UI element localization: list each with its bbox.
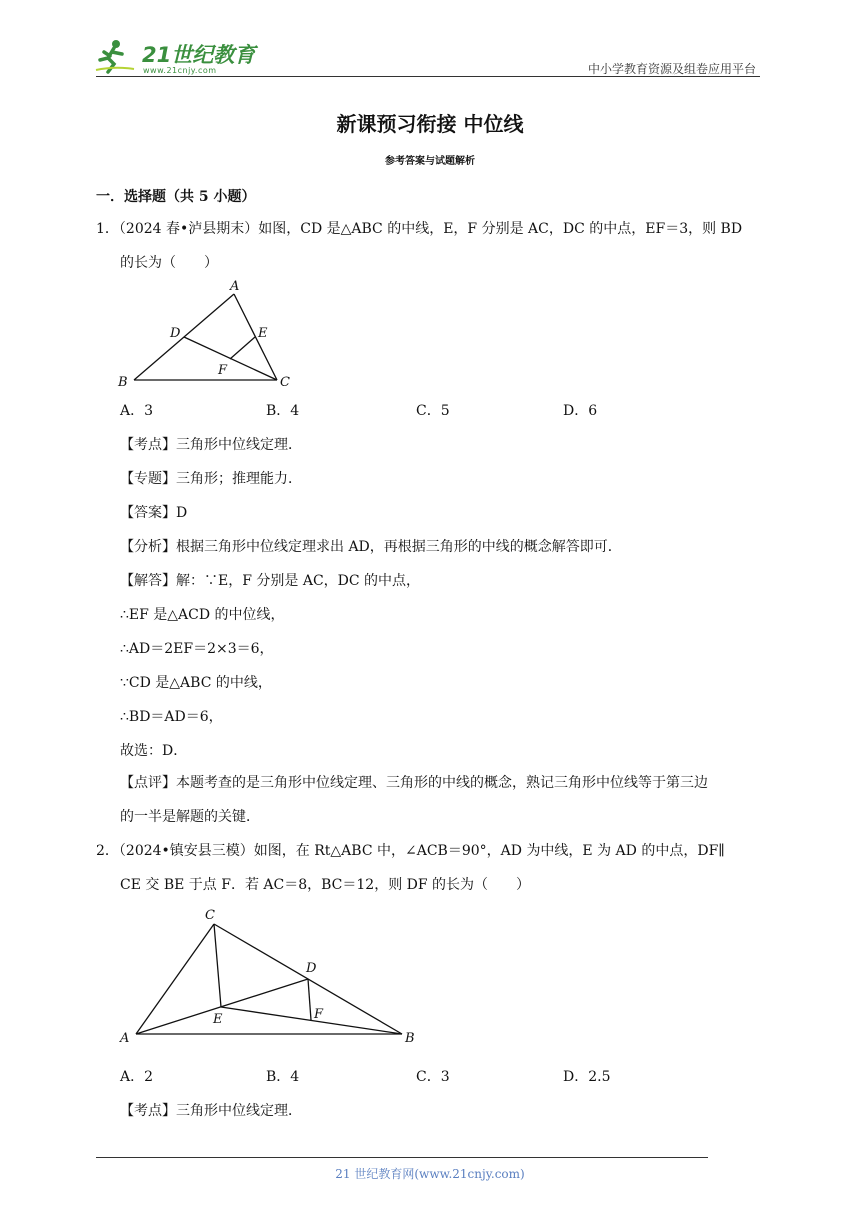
page-subtitle: 参考答案与试题解析: [385, 156, 475, 167]
q2-figure: [116, 902, 426, 1052]
q1-label-c: C: [280, 375, 290, 390]
logo-text: 21世纪教育: [142, 43, 256, 67]
logo-url: www.21cnjy.com: [143, 66, 217, 75]
q1-segment-ef: [230, 337, 255, 359]
q2-label-c: C: [205, 908, 215, 923]
q1-solution-line: ∵CD 是△ABC 的中线，: [120, 675, 272, 691]
q2-option-b: B．4: [266, 1069, 300, 1085]
q1-solution-line: ∴EF 是△ACD 的中位线，: [120, 607, 285, 623]
header-divider: [96, 76, 760, 77]
q1-label-b: B: [118, 375, 128, 390]
q1-segment-ac: [234, 294, 277, 380]
q1-stem-line2: 的长为（ ）: [120, 255, 218, 271]
q1-option-a: A．3: [120, 403, 154, 419]
header-platform-text: 中小学教育资源及组卷应用平台: [587, 62, 756, 76]
q1-figure: [112, 276, 302, 392]
q2-option-c: C．3: [416, 1069, 450, 1085]
q1-label-d: D: [170, 326, 181, 341]
q1-solution-line: ∴AD＝2EF＝2×3＝6，: [120, 641, 274, 657]
q2-segment-be: [221, 1007, 402, 1034]
q1-answer: 【答案】D: [120, 505, 188, 521]
q2-segment-ac: [136, 924, 214, 1034]
q1-option-d: D．6: [563, 403, 598, 419]
q1-zhuanti: 【专题】三角形；推理能力．: [120, 471, 302, 487]
q1-label-f: F: [218, 363, 228, 378]
q2-stem-line1: 2．（2024•镇安县三模）如图，在 Rt△ABC 中，∠ACB＝90°，AD 为中线，E 为 AD 的中点，DF∥: [96, 843, 725, 859]
q2-label-a: A: [120, 1031, 130, 1046]
page-title: 新课预习衔接 中位线: [336, 112, 524, 136]
q1-option-b: B．4: [266, 403, 300, 419]
q1-label-e: E: [258, 326, 268, 341]
q2-segment-ce: [214, 924, 221, 1007]
q1-solution-line: 故选：D．: [120, 743, 188, 759]
q1-analysis: 【分析】根据三角形中位线定理求出 AD，再根据三角形的中线的概念解答即可．: [120, 539, 622, 555]
q2-kaodian: 【考点】三角形中位线定理．: [120, 1103, 302, 1119]
runner-icon: [96, 40, 134, 72]
q2-segment-df: [308, 979, 311, 1020]
footer-link[interactable]: 21 世纪教育网(www.21cnjy.com): [335, 1167, 525, 1181]
q1-kaodian: 【考点】三角形中位线定理．: [120, 437, 302, 453]
q2-label-d: D: [306, 961, 317, 976]
q1-solution-line: 【解答】解：∵E，F 分别是 AC，DC 的中点，: [120, 573, 421, 589]
footer-divider: [96, 1157, 708, 1158]
q2-option-d: D．2.5: [563, 1069, 611, 1085]
q1-label-a: A: [230, 279, 240, 294]
q1-comment-line2: 的一半是解题的关键．: [120, 809, 260, 825]
q2-stem-line2: CE 交 BE 于点 F．若 AC＝8，BC＝12，则 DF 的长为（ ）: [120, 877, 531, 893]
q2-label-e: E: [213, 1012, 223, 1027]
section-heading: 一．选择题（共 5 小题）: [96, 189, 256, 205]
q1-comment-line1: 【点评】本题考查的是三角形中位线定理、三角形的中线的概念，熟记三角形中位线等于第三边: [120, 775, 708, 791]
q2-label-b: B: [405, 1031, 415, 1046]
q2-option-a: A．2: [120, 1069, 154, 1085]
q2-label-f: F: [314, 1007, 324, 1022]
q1-stem-line1: 1．（2024 春•泸县期末）如图，CD 是△ABC 的中线，E，F 分别是 AC，DC 的中点，EF＝3，则 BD: [96, 221, 743, 237]
q1-solution-line: ∴BD＝AD＝6，: [120, 709, 223, 725]
q1-option-c: C．5: [416, 403, 450, 419]
